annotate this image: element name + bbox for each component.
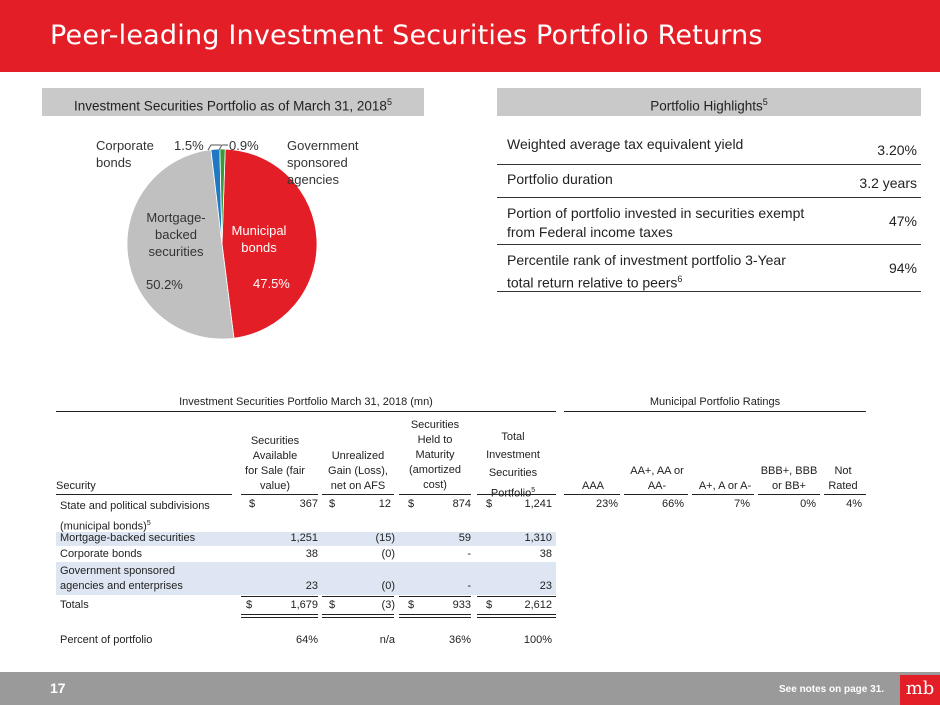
cell-afs: 1,679	[290, 599, 318, 611]
pie-value-corporate-bonds: 1.5%	[174, 138, 204, 153]
header-rule	[241, 494, 318, 495]
total-rule	[399, 614, 471, 615]
highlights-table	[497, 130, 921, 292]
footer-bar	[0, 672, 940, 705]
cell-aaa: 23%	[595, 498, 618, 510]
highlight-row	[497, 165, 921, 198]
row-label: Government sponsored agencies and enterprises	[60, 565, 183, 592]
highlight-label: Weighted average tax equivalent yield	[507, 136, 744, 152]
cell-htm: 59	[458, 532, 471, 544]
pie-value-municipal: 47.5%	[253, 276, 290, 291]
table-left-title: Investment Securities Portfolio March 31, 2018 (mn)	[179, 396, 433, 408]
cell-afs: 64%	[295, 634, 318, 646]
securities-table	[56, 396, 866, 646]
portfolio-section-title	[42, 88, 424, 116]
highlight-row	[497, 245, 921, 292]
header-rule	[322, 494, 394, 495]
subtotal-rule	[399, 596, 471, 597]
cell-afs: 367	[299, 498, 318, 510]
page-number: 17	[50, 680, 66, 696]
cell-total: 23	[539, 580, 552, 592]
header-unrealized: Unrealized Gain (Loss), net on AFS	[328, 450, 388, 492]
pie-label-mortgage-backed: Mortgage- backed securities	[146, 210, 206, 259]
cell-total: 1,310	[524, 532, 552, 544]
cell-afs: 23	[305, 580, 318, 592]
pie-value-government: 0.9%	[229, 138, 259, 153]
dollar-sign: $	[408, 599, 415, 611]
header-not-rated: Not Rated	[828, 465, 858, 492]
header-rule	[564, 494, 620, 495]
cell-htm: 36%	[448, 634, 471, 646]
cell-unrealized: (0)	[381, 548, 395, 560]
dollar-sign: $	[486, 498, 493, 510]
highlights-section-title	[497, 88, 921, 116]
pie-chart	[80, 125, 380, 365]
total-rule	[322, 614, 394, 615]
row-label: Mortgage-backed securities	[60, 532, 196, 544]
header-bbb: BBB+, BBB or BB+	[760, 465, 818, 492]
cell-total: 1,241	[524, 498, 552, 510]
header-aa: AA+, AA or AA-	[630, 465, 684, 492]
cell-not-rated: 4%	[846, 498, 862, 510]
total-rule	[322, 617, 394, 618]
cell-bbb: 0%	[800, 498, 816, 510]
header-rule	[624, 494, 688, 495]
header-rule	[477, 494, 556, 495]
highlight-label: Percentile rank of investment portfolio 3-Year total return relative to peers$^6$	[507, 252, 786, 291]
header-banner	[0, 0, 940, 72]
cell-total: 2,612	[524, 599, 552, 611]
highlights-section-title-sup: 5	[762, 97, 768, 107]
dollar-sign: $	[329, 599, 336, 611]
header-a: A+, A or A-	[698, 480, 752, 492]
dollar-sign: $	[408, 498, 415, 510]
cell-unrealized: (0)	[381, 580, 395, 592]
footer-notes: See notes on page 31.	[779, 684, 885, 695]
cell-htm: -	[467, 580, 471, 592]
pie-value-mortgage-backed: 50.2%	[146, 277, 183, 292]
total-rule	[399, 617, 471, 618]
cell-htm: -	[467, 548, 471, 560]
header-security: Security	[56, 480, 96, 492]
total-rule	[241, 614, 318, 615]
highlight-value: 47%	[888, 213, 917, 229]
cell-aa: 66%	[661, 498, 684, 510]
pie-label-corporate-bonds: Corporate bonds	[96, 138, 154, 170]
total-rule	[477, 614, 556, 615]
dollar-sign: $	[249, 498, 256, 510]
header-total: Total Investment Securities Portfolio$^5$	[486, 431, 540, 500]
cell-a: 7%	[734, 498, 750, 510]
total-rule	[477, 617, 556, 618]
mb-logo: mb	[900, 675, 940, 705]
header-rule	[758, 494, 820, 495]
page-title: Peer-leading Investment Securities Portfolio Returns	[50, 20, 763, 51]
row-label: Percent of portfolio	[60, 634, 153, 646]
highlight-value: 94%	[888, 260, 917, 276]
highlight-label: Portion of portfolio invested in securities exempt from Federal income taxes	[507, 205, 805, 240]
header-afs: Securities Available for Sale (fair value)	[245, 435, 305, 492]
dollar-sign: $	[329, 498, 336, 510]
total-rule	[241, 617, 318, 618]
header-rule	[399, 494, 471, 495]
header-htm: Securities Held to Maturity (amortized cost)	[409, 419, 461, 491]
header-rule	[824, 494, 866, 495]
cell-total: 100%	[523, 634, 552, 646]
header-aaa: AAA	[581, 480, 604, 492]
subtotal-rule	[322, 596, 394, 597]
cell-unrealized: (15)	[375, 532, 395, 544]
row-label: State and political subdivisions (municipal bonds)$^5$	[60, 500, 210, 533]
highlight-label: Portfolio duration	[507, 171, 613, 187]
highlight-value: 3.20%	[877, 142, 917, 158]
pie-label-government: Government sponsored agencies	[287, 138, 359, 187]
header-rule	[56, 494, 232, 495]
cell-afs: 1,251	[290, 532, 318, 544]
subtotal-rule	[241, 596, 318, 597]
cell-unrealized: (3)	[381, 599, 395, 611]
cell-unrealized: 12	[378, 498, 391, 510]
cell-unrealized: n/a	[379, 634, 395, 646]
cell-afs: 38	[305, 548, 318, 560]
portfolio-section-title-text: Investment Securities Portfolio as of March 31, 2018	[74, 98, 387, 114]
highlight-row	[497, 198, 921, 245]
subtotal-rule	[477, 596, 556, 597]
dollar-sign: $	[246, 599, 253, 611]
title-underline-left	[56, 411, 556, 412]
highlight-value: 3.2 years	[859, 175, 917, 191]
title-underline-right	[564, 411, 866, 412]
row-label: Corporate bonds	[60, 548, 142, 560]
portfolio-section-title-sup: 5	[386, 97, 392, 107]
pie-label-municipal: Municipal bonds	[231, 223, 287, 255]
cell-htm: 933	[452, 599, 471, 611]
cell-htm: 874	[452, 498, 471, 510]
highlights-section-title-text: Portfolio Highlights	[650, 98, 763, 114]
row-label: Totals	[60, 599, 89, 611]
header-rule	[692, 494, 754, 495]
cell-total: 38	[539, 548, 552, 560]
table-right-title: Municipal Portfolio Ratings	[649, 396, 781, 408]
dollar-sign: $	[486, 599, 493, 611]
highlight-row	[497, 130, 921, 165]
